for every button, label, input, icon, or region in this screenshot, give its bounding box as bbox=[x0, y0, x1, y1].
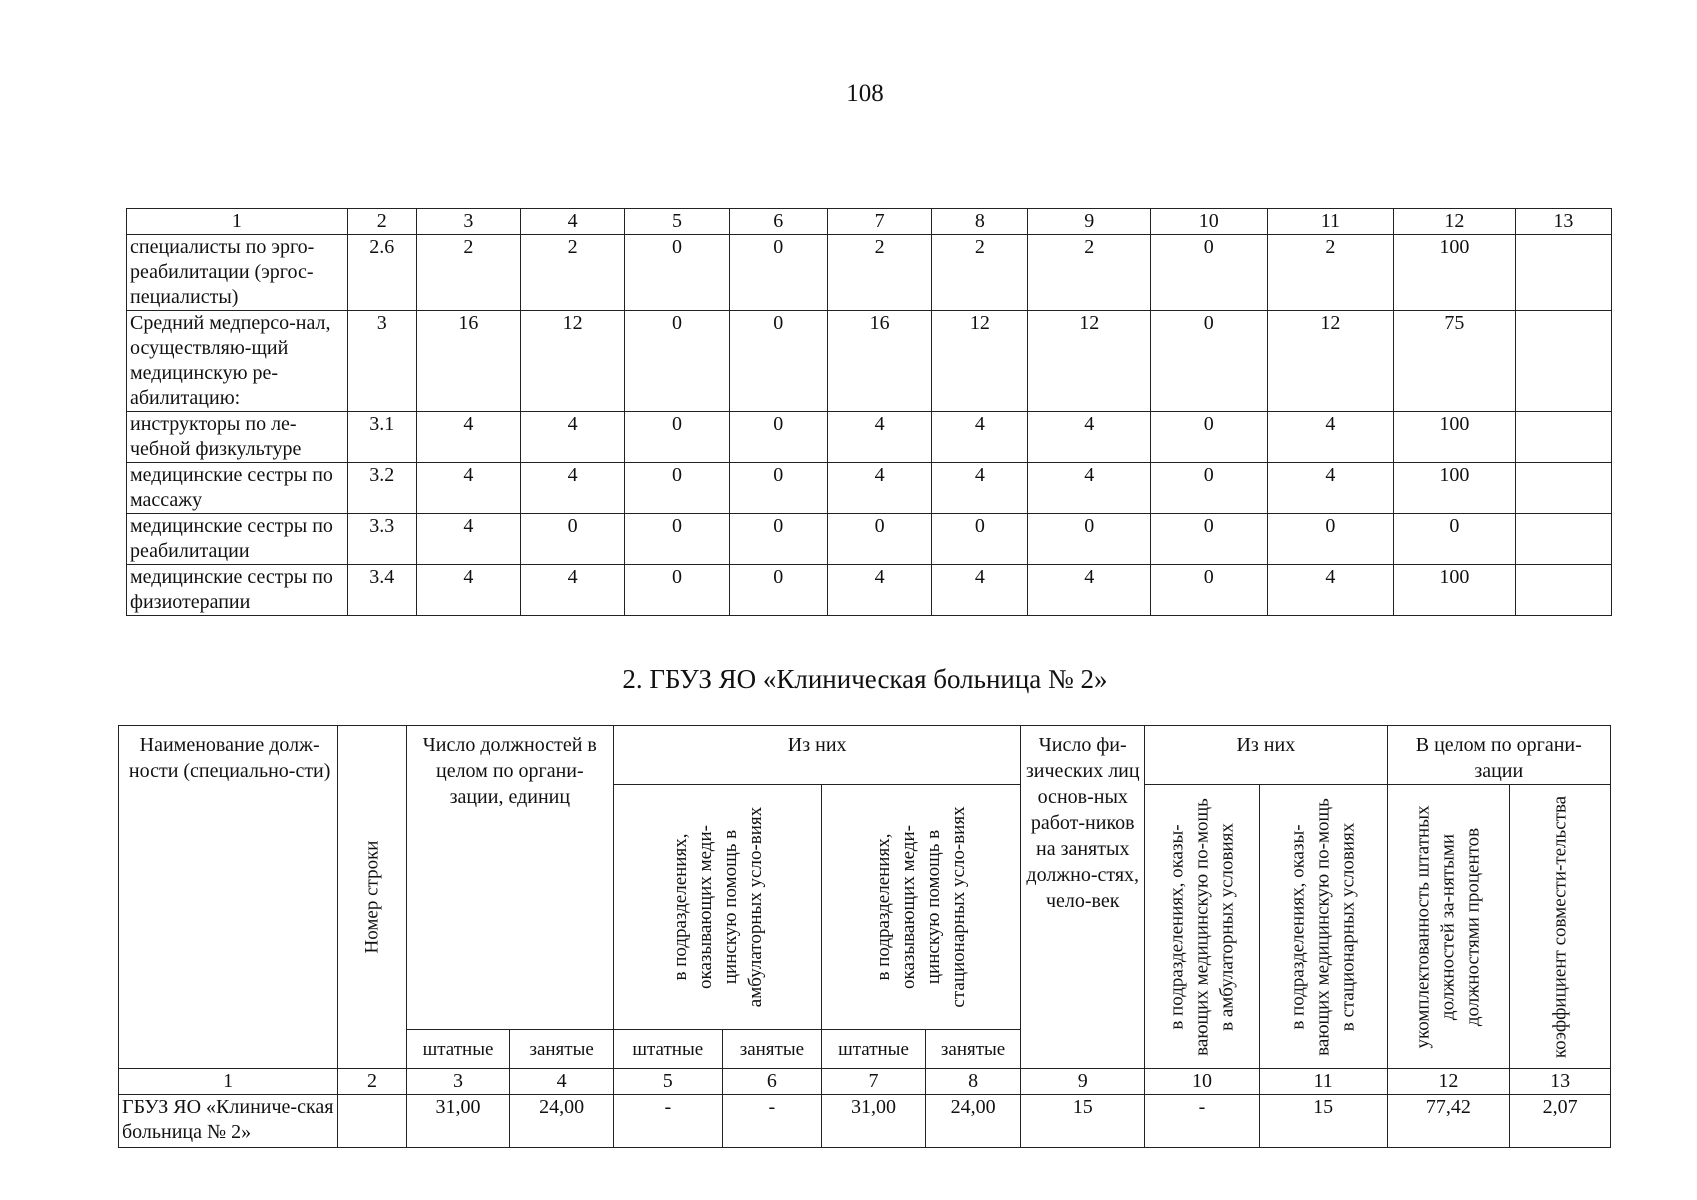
table-cell bbox=[1515, 463, 1611, 514]
table-cell: 16 bbox=[827, 311, 931, 412]
table-cell: 15 bbox=[1259, 1095, 1387, 1148]
column-number: 7 bbox=[827, 209, 931, 235]
table-cell: 4 bbox=[827, 565, 931, 616]
table-cell: 4 bbox=[932, 412, 1028, 463]
table-cell: 4 bbox=[1028, 463, 1151, 514]
table-cell: 3 bbox=[347, 311, 416, 412]
table-cell bbox=[1515, 565, 1611, 616]
table-cell: 2 bbox=[1267, 235, 1394, 311]
row-name: медицинские сестры по реабилитации bbox=[127, 514, 348, 565]
table-cell: 0 bbox=[1028, 514, 1151, 565]
header-position-name: Наименование долж-ности (специально-сти) bbox=[119, 726, 338, 1069]
table-row bbox=[119, 1095, 1611, 1148]
header-positions-total: Число должностей в целом по органи-зации, единиц bbox=[406, 726, 613, 1030]
column-number: 13 bbox=[1515, 209, 1611, 235]
table-cell: 4 bbox=[1267, 463, 1394, 514]
table-cell: 2,07 bbox=[1510, 1095, 1611, 1148]
header-staff: штатные bbox=[406, 1030, 510, 1069]
table-row bbox=[127, 311, 1612, 412]
table-cell: 0 bbox=[729, 311, 827, 412]
table-cell: 3.2 bbox=[347, 463, 416, 514]
table-cell: 0 bbox=[1151, 311, 1267, 412]
header-of-them-1: Из них bbox=[613, 726, 1020, 785]
table-row bbox=[127, 514, 1612, 565]
table-cell: 0 bbox=[625, 565, 729, 616]
table-cell: 12 bbox=[521, 311, 625, 412]
table-cell: 2.6 bbox=[347, 235, 416, 311]
table-cell: 12 bbox=[932, 311, 1028, 412]
table-cell: 0 bbox=[625, 235, 729, 311]
row-name: медицинские сестры по физиотерапии bbox=[127, 565, 348, 616]
header-combination-coefficient: коэффициент совмести-тельства bbox=[1510, 785, 1611, 1069]
table-cell: 0 bbox=[827, 514, 931, 565]
header-row-number: Номер строки bbox=[338, 726, 406, 1069]
table-cell: 100 bbox=[1394, 235, 1516, 311]
column-number: 6 bbox=[722, 1069, 822, 1095]
table-cell: 16 bbox=[416, 311, 520, 412]
table-cell: 4 bbox=[932, 565, 1028, 616]
table-cell: 0 bbox=[625, 514, 729, 565]
staffing-table-continuation bbox=[126, 208, 1612, 616]
header-number-row bbox=[127, 209, 1612, 235]
table-cell: 0 bbox=[625, 463, 729, 514]
table-cell: 24,00 bbox=[925, 1095, 1021, 1148]
table-cell: 100 bbox=[1394, 463, 1516, 514]
table-cell: 0 bbox=[521, 514, 625, 565]
table-row bbox=[127, 235, 1612, 311]
table-cell bbox=[1515, 311, 1611, 412]
header-ambulatory-people: в подразделениях, оказы-вающих медицинскую по-мощь в амбулаторных условиях bbox=[1145, 785, 1260, 1069]
table-cell: 0 bbox=[1151, 412, 1267, 463]
column-number: 11 bbox=[1267, 209, 1394, 235]
table-cell: 4 bbox=[1028, 412, 1151, 463]
header-inpatient-staff: штатные bbox=[822, 1030, 926, 1069]
column-number: 6 bbox=[729, 209, 827, 235]
header-inpatient-occupied: занятые bbox=[925, 1030, 1021, 1069]
table-cell: 2 bbox=[932, 235, 1028, 311]
row-name: инструкторы по ле-чебной физкультуре bbox=[127, 412, 348, 463]
table-cell: 4 bbox=[521, 565, 625, 616]
table-cell: 0 bbox=[1151, 514, 1267, 565]
header-ambulatory-staff: штатные bbox=[613, 1030, 722, 1069]
table-cell bbox=[1515, 514, 1611, 565]
column-number: 3 bbox=[416, 209, 520, 235]
row-name: медицинские сестры по массажу bbox=[127, 463, 348, 514]
column-number: 7 bbox=[822, 1069, 926, 1095]
column-number: 11 bbox=[1259, 1069, 1387, 1095]
column-number: 9 bbox=[1028, 209, 1151, 235]
table-cell: 2 bbox=[827, 235, 931, 311]
table-cell: 0 bbox=[729, 235, 827, 311]
column-number: 5 bbox=[613, 1069, 722, 1095]
table-cell: 4 bbox=[521, 463, 625, 514]
table-cell: 12 bbox=[1267, 311, 1394, 412]
table-cell: 0 bbox=[729, 412, 827, 463]
table-cell: 2 bbox=[1028, 235, 1151, 311]
column-number: 10 bbox=[1151, 209, 1267, 235]
section-title: 2. ГБУЗ ЯО «Клиническая больница № 2» bbox=[622, 664, 1108, 694]
table-cell: 2 bbox=[416, 235, 520, 311]
column-number: 1 bbox=[119, 1069, 338, 1095]
table-cell: 4 bbox=[932, 463, 1028, 514]
header-inpatient-people: в подразделениях, оказы-вающих медицинскую по-мощь в стационарных условиях bbox=[1259, 785, 1387, 1069]
table-cell: 0 bbox=[729, 463, 827, 514]
table-cell: 100 bbox=[1394, 565, 1516, 616]
page-number: 108 bbox=[846, 80, 884, 107]
table-cell: 0 bbox=[932, 514, 1028, 565]
column-number: 8 bbox=[932, 209, 1028, 235]
table-cell: 0 bbox=[1151, 565, 1267, 616]
column-number: 4 bbox=[521, 209, 625, 235]
row-name: специалисты по эрго-реабилитации (эргос-пециалисты) bbox=[127, 235, 348, 311]
table-cell: 4 bbox=[827, 463, 931, 514]
table-cell: 0 bbox=[1151, 235, 1267, 311]
header-occupied: занятые bbox=[510, 1030, 614, 1069]
table-cell: 4 bbox=[416, 412, 520, 463]
table-cell: 4 bbox=[416, 565, 520, 616]
row-name: ГБУЗ ЯО «Клиниче-ская больница № 2» bbox=[119, 1095, 338, 1148]
column-number: 13 bbox=[1510, 1069, 1611, 1095]
row-name: Средний медперсо-нал, осуществляю-щий медицинскую ре-абилитацию: bbox=[127, 311, 348, 412]
table-row bbox=[127, 565, 1612, 616]
table-cell: 0 bbox=[1394, 514, 1516, 565]
column-number: 12 bbox=[1394, 209, 1516, 235]
table-cell: 15 bbox=[1021, 1095, 1145, 1148]
table-cell: 4 bbox=[416, 463, 520, 514]
table-cell: 4 bbox=[521, 412, 625, 463]
table-cell: 100 bbox=[1394, 412, 1516, 463]
table-cell: - bbox=[1145, 1095, 1260, 1148]
table-cell: 3.3 bbox=[347, 514, 416, 565]
table-cell: 0 bbox=[625, 412, 729, 463]
header-number-row bbox=[119, 1069, 1611, 1095]
header-staffing-percent: укомплектованность штатных должностей за-нятыми должностями процентов bbox=[1387, 785, 1510, 1069]
table-cell: 3.4 bbox=[347, 565, 416, 616]
table-cell: 4 bbox=[1267, 565, 1394, 616]
table-cell: 0 bbox=[729, 565, 827, 616]
table-cell: 0 bbox=[1151, 463, 1267, 514]
column-number: 1 bbox=[127, 209, 348, 235]
table-cell bbox=[1515, 235, 1611, 311]
table-cell: - bbox=[722, 1095, 822, 1148]
table-cell: 4 bbox=[1267, 412, 1394, 463]
table-row bbox=[127, 463, 1612, 514]
header-ambulatory-occupied: занятые bbox=[722, 1030, 822, 1069]
table-cell: 0 bbox=[729, 514, 827, 565]
table-cell: 24,00 bbox=[510, 1095, 614, 1148]
header-of-them-2: Из них bbox=[1145, 726, 1387, 785]
table-cell bbox=[1515, 412, 1611, 463]
column-number: 10 bbox=[1145, 1069, 1260, 1095]
table-cell bbox=[338, 1095, 406, 1148]
column-number: 2 bbox=[338, 1069, 406, 1095]
table-cell: 77,42 bbox=[1387, 1095, 1510, 1148]
table-row bbox=[127, 412, 1612, 463]
column-number: 8 bbox=[925, 1069, 1021, 1095]
table-cell: 75 bbox=[1394, 311, 1516, 412]
table-cell: 4 bbox=[1028, 565, 1151, 616]
table-cell: 31,00 bbox=[406, 1095, 510, 1148]
table-cell: 31,00 bbox=[822, 1095, 926, 1148]
table-cell: 12 bbox=[1028, 311, 1151, 412]
table-cell: 0 bbox=[1267, 514, 1394, 565]
table-cell: 4 bbox=[827, 412, 931, 463]
table-cell: 4 bbox=[416, 514, 520, 565]
column-number: 3 bbox=[406, 1069, 510, 1095]
table-cell: 2 bbox=[521, 235, 625, 311]
header-inpatient: в подразделениях, оказывающих меди-цинскую помощь в стационарных усло-виях bbox=[822, 785, 1021, 1030]
header-ambulatory: в подразделениях, оказывающих меди-цинскую помощь в амбулаторных усло-виях bbox=[613, 785, 821, 1030]
column-number: 2 bbox=[347, 209, 416, 235]
header-individuals: Число фи-зических лиц основ-ных работ-ников на занятых должно-стях, чело-век bbox=[1021, 726, 1145, 1069]
column-number: 9 bbox=[1021, 1069, 1145, 1095]
column-number: 4 bbox=[510, 1069, 614, 1095]
header-org-total: В целом по органи-зации bbox=[1387, 726, 1610, 785]
column-number: 12 bbox=[1387, 1069, 1510, 1095]
table-cell: 0 bbox=[625, 311, 729, 412]
column-number: 5 bbox=[625, 209, 729, 235]
table-cell: 3.1 bbox=[347, 412, 416, 463]
table-cell: - bbox=[613, 1095, 722, 1148]
hospital-staffing-table bbox=[118, 725, 1611, 1148]
